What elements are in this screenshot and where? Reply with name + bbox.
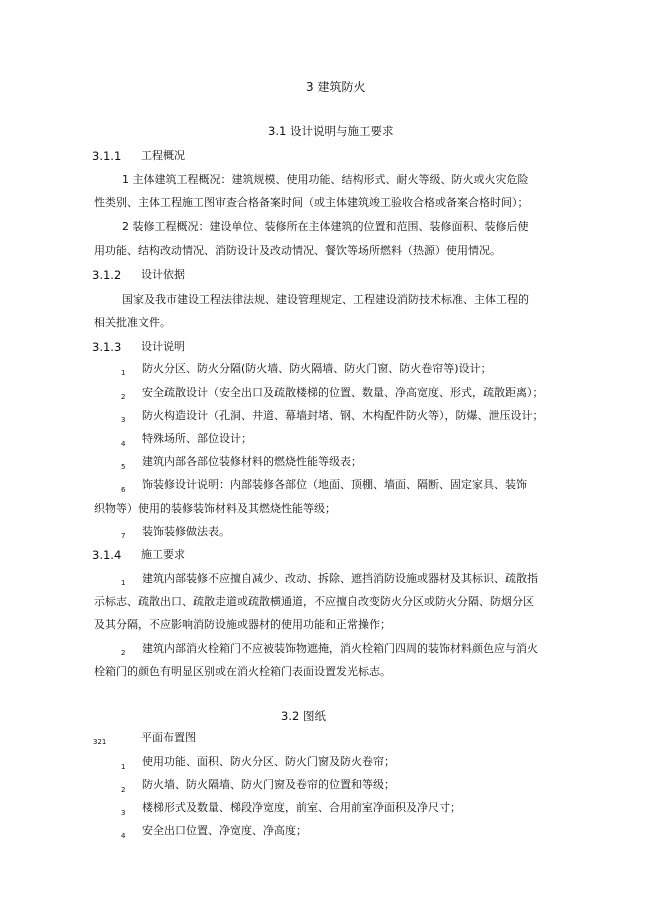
list-item-number: 4 [121,440,126,448]
paragraph-line: 性类别、主体工程施工图审查合格备案时间（或主体建筑竣工验收合格或备案合格时间）； [94,196,529,209]
list-item-number: 1 [121,369,126,377]
paragraph-line: 建筑内部装修不应擅自减少、改动、拆除、遮挡消防设施或器材及其标识、疏散指 [142,572,538,585]
list-item-text: 特殊场所、部位设计； [142,432,252,445]
list-item-text: 防火构造设计（孔洞、井道、幕墙封堵、钢、木构配件防火等），防爆、泄压设计； [142,409,544,422]
paragraph-line: 用功能、结构改动情况、消防设计及改动情况、餐饮等场所燃料（热源）使用情况。 [94,244,501,257]
clause-title-3-1-4: 施工要求 [141,548,185,561]
paragraph-line: 示标志、疏散出口、疏散走道或疏散横通道，不应擅自改变防火分区或防火分隔、防烟分区 [94,595,534,608]
section-title-3-2: 3.2 图纸 [281,709,326,723]
list-item-number: 7 [121,532,126,540]
paragraph-line: 国家及我市建设工程法律法规、建设管理规定、工程建设消防技术标准、主体工程的 [122,293,529,306]
paragraph-line: 及其分隔，不应影响消防设施或器材的使用功能和正常操作； [94,618,391,631]
clause-number-3-1-3: 3.1.3 [92,340,122,354]
list-item-number: 2 [121,649,126,657]
list-item-number: 1 [121,579,126,587]
section-title-3-1: 3.1 设计说明与施工要求 [268,124,394,138]
list-item-text: 使用功能、面积、防火分区、防火门窗及防火卷帘； [142,755,395,768]
clause-title-3-2-1: 平面布置图 [141,731,196,744]
list-item-number: 1 [121,763,126,771]
list-item-text: 安全出口位置、净宽度、净高度； [142,824,307,837]
list-item-text: 楼梯形式及数量、梯段净宽度，前室、合用前室净面积及净尺寸； [142,801,461,814]
paragraph-line: 1 主体建筑工程概况：建筑规模、使用功能、结构形式、耐火等级、防火或火灾危险 [122,173,529,186]
clause-title-3-1-1: 工程概况 [141,149,185,162]
clause-number-3-1-1: 3.1.1 [92,149,122,163]
list-item-text: 安全疏散设计（安全出口及疏散楼梯的位置、数量、净高宽度、形式，疏散距离）； [142,386,544,399]
list-item-text: 饰装修设计说明：内部装修各部位（地面、顶棚、墙面、隔断、固定家具、装饰 [142,478,527,491]
paragraph-line: 建筑内部消火栓箱门不应被装饰物遮掩，消火栓箱门四周的装饰材料颜色应与消火 [142,642,538,655]
clause-number-3-1-2: 3.1.2 [92,268,122,282]
paragraph-line: 2 装修工程概况：建设单位、装修所在主体建筑的位置和范围、装修面积、装修后使 [122,220,529,233]
paragraph-line: 相关批准文件。 [94,316,171,329]
list-item-number: 3 [121,416,126,424]
list-item-text: 建筑内部各部位装修材料的燃烧性能等级表； [142,455,362,468]
list-item-text: 防火分区、防火分隔(防火墙、防火隔墙、防火门窗、防火卷帘等)设计； [142,362,492,375]
list-item-number: 2 [121,786,126,794]
clause-title-3-1-2: 设计依据 [141,268,185,281]
list-item-number: 4 [121,832,126,840]
list-item-text: 防火墙、防火隔墙、防火门窗及卷帘的位置和等级； [142,778,395,791]
paragraph-line: 栓箱门的颜色有明显区别或在消火栓箱门表面设置发光标志。 [94,665,391,678]
list-item-number: 3 [121,809,126,817]
clause-number-3-1-4: 3.1.4 [92,548,122,562]
list-item-text-continued: 织物等）使用的装修装饰材料及其燃烧性能等级； [94,502,336,515]
clause-number-3-2-1: 321 [93,738,107,746]
list-item-number: 5 [121,463,126,471]
clause-title-3-1-3: 设计说明 [141,340,185,353]
list-item-number: 2 [121,393,126,401]
list-item-number: 6 [121,486,126,494]
list-item-text: 装饰装修做法表。 [142,525,230,538]
chapter-title: 3 建筑防火 [306,80,366,94]
